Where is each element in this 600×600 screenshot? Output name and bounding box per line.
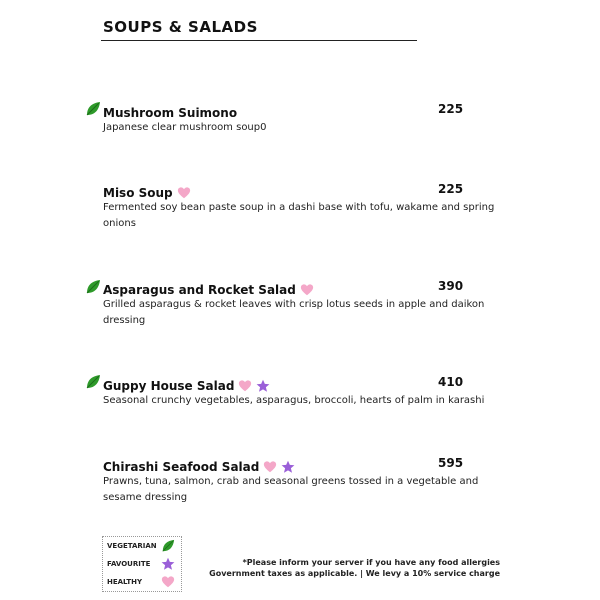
legend: [102, 536, 182, 592]
item-price: 410: [438, 375, 464, 389]
menu-item: [103, 102, 503, 136]
item-description: Japanese clear mushroom soup0: [103, 122, 267, 133]
item-price: 390: [438, 279, 464, 293]
item-price: 225: [438, 102, 464, 116]
item-name: Asparagus and Rocket Salad: [103, 283, 296, 297]
legend-label: HEALTHY: [107, 578, 143, 586]
heart-icon: [177, 186, 191, 200]
item-price: 595: [438, 456, 464, 470]
menu-item: [103, 279, 503, 329]
menu-item: [103, 456, 503, 506]
item-description: Seasonal crunchy vegetables, asparagus, broccoli, hearts of palm in karashi: [103, 395, 485, 406]
legend-label: VEGETARIAN: [107, 542, 157, 550]
legend-label: FAVOURITE: [107, 560, 151, 568]
heart-icon: [263, 460, 277, 474]
allergy-note: *Please inform your server if you have any food allergies: [242, 558, 500, 567]
title-rule: [101, 40, 417, 41]
leaf-icon: [85, 101, 101, 117]
item-description: Grilled asparagus & rocket leaves with crisp lotus seeds in apple and daikon dressing: [103, 299, 485, 326]
item-name: Miso Soup: [103, 186, 173, 200]
star-icon: [281, 460, 295, 474]
item-description: Fermented soy bean paste soup in a dashi base with tofu, wakame and spring onions: [103, 202, 495, 229]
item-name: Mushroom Suimono: [103, 106, 238, 120]
section-title: SOUPS & SALADS: [103, 18, 258, 36]
menu-item: [103, 375, 503, 409]
legend-row-vegetarian: [107, 538, 179, 554]
leaf-icon: [161, 539, 175, 553]
item-description: Prawns, tuna, salmon, crab and seasonal greens tossed in a vegetable and sesame dressing: [103, 476, 479, 503]
item-price: 225: [438, 182, 464, 196]
legend-row-healthy: [107, 574, 179, 590]
footer-note: [209, 557, 500, 579]
heart-icon: [238, 379, 252, 393]
leaf-icon: [85, 279, 101, 295]
item-name: Chirashi Seafood Salad: [103, 460, 260, 474]
heart-icon: [300, 283, 314, 297]
star-icon: [256, 379, 270, 393]
star-icon: [161, 557, 175, 571]
tax-note: Government taxes as applicable. | We levy a 10% service charge: [209, 569, 500, 578]
legend-row-favourite: [107, 556, 179, 572]
leaf-icon: [85, 374, 101, 390]
heart-icon: [161, 575, 175, 589]
menu-item: [103, 182, 503, 232]
item-name: Guppy House Salad: [103, 379, 235, 393]
